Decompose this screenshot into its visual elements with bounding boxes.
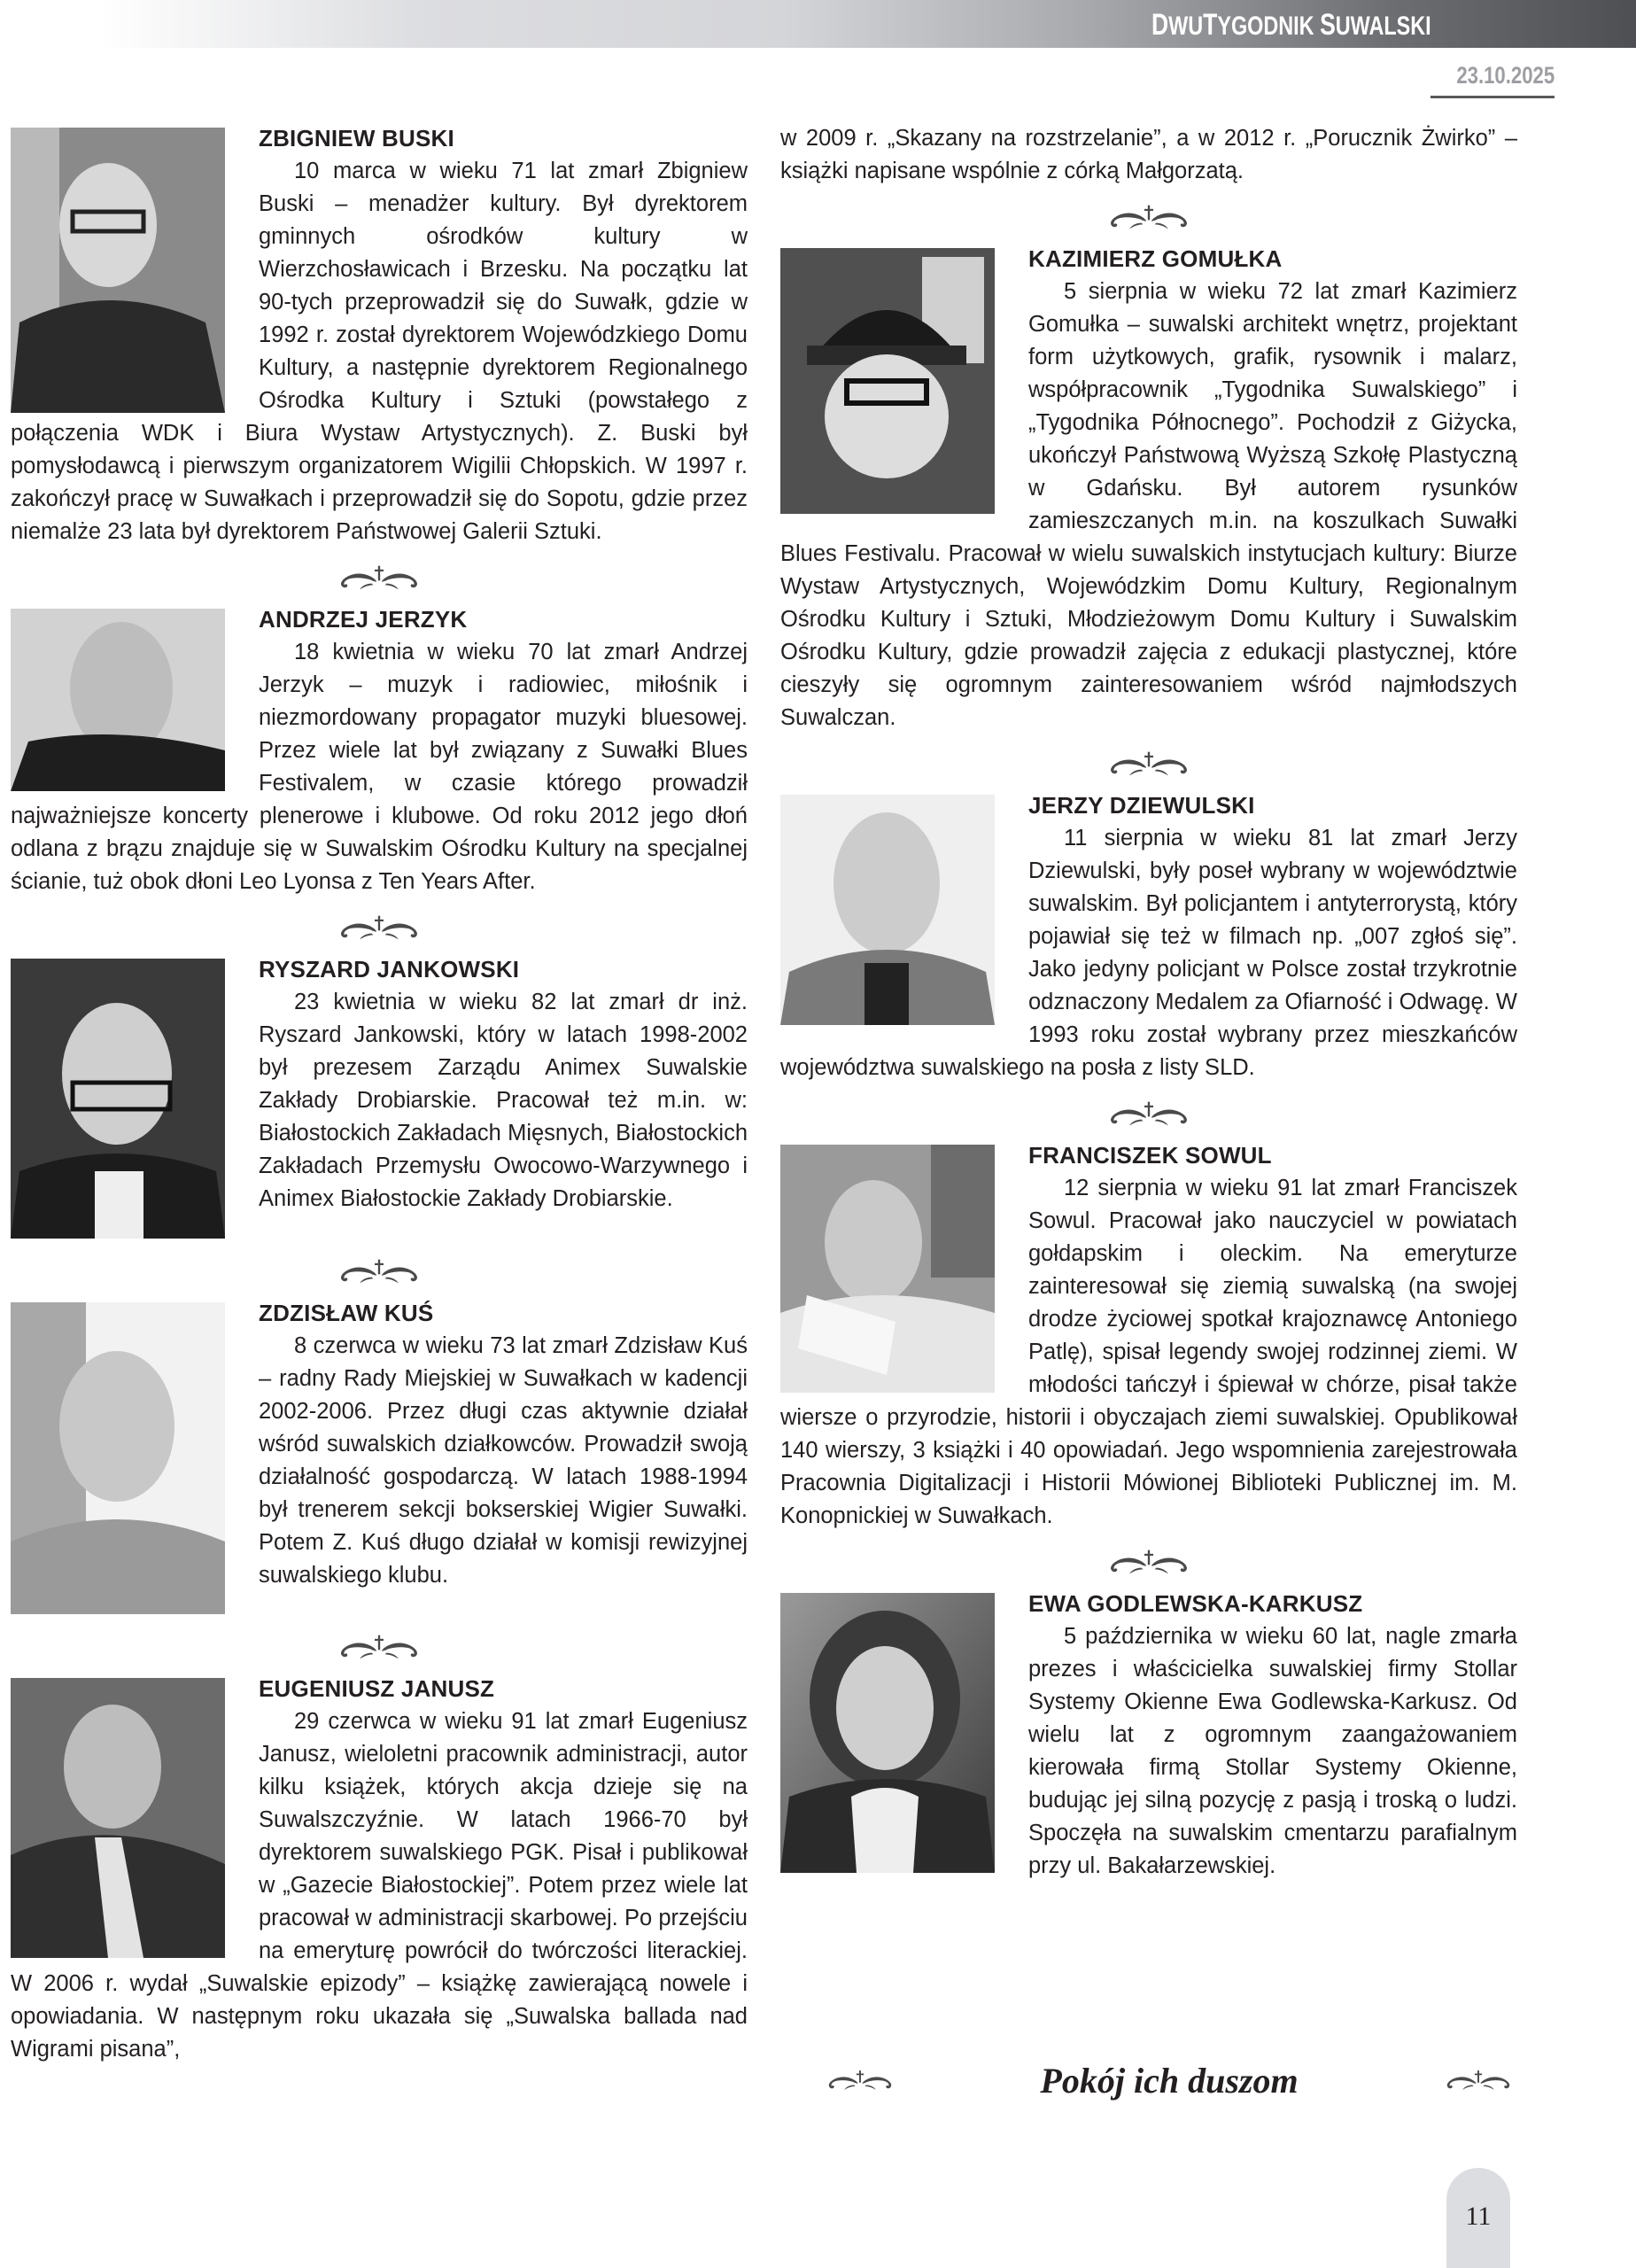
cross-flourish-icon <box>335 1258 423 1285</box>
obituary-name: RYSZARD JANKOWSKI <box>259 956 520 983</box>
cross-flourish-icon <box>1105 1549 1193 1575</box>
cross-flourish-icon <box>335 914 423 941</box>
cross-flourish-icon <box>824 2065 896 2095</box>
cross-flourish-icon <box>1105 750 1193 777</box>
obituary-jerzy-dziewulski <box>780 789 1517 1084</box>
obituary-franciszek-sowul <box>780 1139 1517 1533</box>
portrait-kazimierz-gomulka <box>780 248 995 514</box>
right-column <box>780 122 1517 1883</box>
obituary-zbigniew-buski <box>11 122 748 548</box>
portrait-franciszek-sowul <box>780 1145 995 1393</box>
issue-date: 23.10.2025 <box>1456 62 1555 89</box>
page-number-tab <box>1446 2168 1510 2268</box>
closing-text: Pokój ich duszom <box>1040 2060 1299 2101</box>
obituary-ryszard-jankowski <box>11 953 748 1242</box>
obituary-text: 8 czerwca w wieku 73 lat zmarł Zdzisław Kuś – radny Rady Miejskiej w Suwałkach w kadencji 2002-2006. Przez długi czas aktywnie działał wśród suwalskich działkowców. Prowadził swoją działalność gospodarczą. W latach 1988-1994 był trenerem sekcji bokserskiej Wigier Suwałki. Potem Z. Kuś długo działał w komisji rewizyjnej suwalskiego klubu. <box>259 1333 748 1588</box>
portrait-zdzislaw-kus <box>11 1302 225 1614</box>
obituary-name: ANDRZEJ JERZYK <box>259 606 468 633</box>
obituary-name: FRANCISZEK SOWUL <box>1028 1142 1272 1169</box>
cross-flourish-icon <box>1442 2065 1515 2095</box>
obituary-text: 10 marca w wieku 71 lat zmarł Zbigniew Buski – menadżer kultury. Był dyrektorem gminnych ośrodków kultury w Wierzchosławicach i Brzesku. Na początku lat 90-tych przeprowadził się do Suwałk, gdzie w 1992 r. został dyrektorem Wojewódzkiego Domu Kultury, a następnie dyrektorem Regionalnego Ośrodka Kultury i Sztuki (powstałego z połączenia WDK i Biura Wystaw Artystycznych). Z. Buski był pomysłodawcą i pierwszym organizatorem Wigilii Chłopskich. W 1997 r. zakończył pracę w Suwałkach i przeprowadził się do Sopotu, gdzie przez niemalże 23 lata był dyrektorem Państwowej Galerii Sztuki. <box>11 159 748 544</box>
portrait-ewa-godlewska-karkusz <box>780 1593 995 1873</box>
masthead-title: DWUTYGODNIK SUWALSKI <box>1151 8 1431 42</box>
obituary-name: EUGENIUSZ JANUSZ <box>259 1675 495 1702</box>
obituary-name: ZBIGNIEW BUSKI <box>259 125 454 151</box>
cross-flourish-icon <box>1105 1100 1193 1127</box>
obituary-text: 23 kwietnia w wieku 82 lat zmarł dr inż. Ryszard Jankowski, który w latach 1998-2002 był prezesem Zarządu Animex Suwalskie Zakłady Drobiarskie. Pracował też m.in. w: Białostockich Zakładach Mięsnych, Białostockich Zakładach Przemysłu Owocowo-Warzywnego i Animex Białostockie Zakłady Drobiarskie. <box>259 990 748 1211</box>
date-underline <box>1431 96 1555 98</box>
cross-flourish-icon <box>335 564 423 591</box>
obituary-zdzislaw-kus <box>11 1297 748 1618</box>
obituary-name: KAZIMIERZ GOMUŁKA <box>1028 245 1283 272</box>
left-column <box>11 122 748 2066</box>
obituary-andrzej-jerzyk <box>11 603 748 898</box>
portrait-zbigniew-buski <box>11 128 225 413</box>
page-number: 11 <box>1465 2202 1492 2231</box>
obituary-text: 11 sierpnia w wieku 81 lat zmarł Jerzy Dziewulski, były poseł wybrany w województwie suwalskim. Był policjantem i antyterrorystą, który pojawiał się też w filmach np. „007 zgłoś się”. Jako jedyny policjant w Polsce został trzykrotnie odznaczony Medalem za Ofiarność i Odwagę. W 1993 roku został wybrany przez mieszkańców województwa suwalskiego na posła z listy SLD. <box>780 826 1517 1080</box>
cross-flourish-icon <box>1105 204 1193 230</box>
obituary-eugeniusz-janusz <box>11 1673 748 2066</box>
obituary-ewa-godlewska-karkusz <box>780 1588 1517 1883</box>
portrait-eugeniusz-janusz <box>11 1678 225 1958</box>
obituary-name: ZDZISŁAW KUŚ <box>259 1300 434 1326</box>
portrait-andrzej-jerzyk <box>11 609 225 791</box>
continued-text: w 2009 r. „Skazany na rozstrzelanie”, a w 2012 r. „Porucznik Żwirko” – książki napisane wspólnie z córką Małgorzatą. <box>780 126 1517 183</box>
closing-line <box>824 2054 1515 2107</box>
obituary-kazimierz-gomulka <box>780 243 1517 734</box>
obituary-text: 18 kwietnia w wieku 70 lat zmarł Andrzej Jerzyk – muzyk i radiowiec, miłośnik i niezmordowany propagator muzyki bluesowej. Przez wiele lat był związany z Suwałki Blues Festivalem, w czasie którego prowadził najważniejsze koncerty plenerowe i klubowe. Od roku 2012 jego dłoń odlana z brązu znajduje się w Suwalskim Ośrodku Kultury na specjalnej ścianie, tuż obok dłoni Leo Lyonsa z Ten Years After. <box>11 640 748 894</box>
portrait-ryszard-jankowski <box>11 959 225 1239</box>
portrait-jerzy-dziewulski <box>780 795 995 1025</box>
obituary-text: 5 sierpnia w wieku 72 lat zmarł Kazimierz Gomułka – suwalski architekt wnętrz, projektant form użytkowych, grafik, rysownik i malarz, współpracownik „Tygodnika Suwalskiego” i „Tygodnika Północnego”. Pochodził z Giżycka, ukończył Państwową Wyższą Szkołę Plastyczną w Gdańsku. Był autorem rysunków zamieszczanych m.in. na koszulkach Suwałki Blues Festivalu. Pracował w wielu suwalskich instytucjach kultury: Biurze Wystaw Artystycznych, Wojewódzkim Domu Kultury, Regionalnym Ośrodku Kultury i Sztuki, Młodzieżowym Domu Kultury i Suwalskim Ośrodku Kultury, gdzie prowadził zajęcia z edukacji plastycznej, które cieszyły się ogromnym zainteresowaniem wśród najmłodszych Suwalczan. <box>780 279 1517 730</box>
cross-flourish-icon <box>335 1634 423 1660</box>
obituary-text: 12 sierpnia w wieku 91 lat zmarł Franciszek Sowul. Pracował jako nauczyciel w powiatach gołdapskim i oleckim. Na emeryturze zainteresował się ziemią suwalską (na swojej drodze życiowej spotkał krajoznawcę Antoniego Patlę), spisał legendy swojej rodzinnej ziemi. W młodości tańczył i śpiewał w chórze, pisał także wiersze o przyrodzie, historii i obyczajach ziemi suwalskiej. Opublikował 140 wierszy, 3 książki i 40 opowiadań. Jego wspomnienia zarejestrowała Pracownia Digitalizacji i Historii Mówionej Biblioteki Publicznej im. M. Konopnickiej w Suwałkach. <box>780 1176 1517 1528</box>
obituary-name: JERZY DZIEWULSKI <box>1028 792 1255 819</box>
obituary-text: 5 października w wieku 60 lat, nagle zmarła prezes i właścicielka suwalskiej firmy Stollar Systemy Okienne Ewa Godlewska-Karkusz. Od wielu lat z ogromnym zaangażowaniem kierowała firmą Stollar Systemy Okienne, budując jej silną pozycję z pasją i troską o ludzi. Spoczęła na suwalskim cmentarzu parafialnym przy ul. Bakałarzewskiej. <box>1028 1624 1517 1878</box>
obituary-text: 29 czerwca w wieku 91 lat zmarł Eugeniusz Janusz, wieloletni pracownik administracji, autor kilku książek, których akcja dzieje się na Suwalszczyźnie. W latach 1966-70 był dyrektorem suwalskiego PGK. Pisał i publikował w „Gazecie Białostockiej”. Potem przez wiele lat pracował w administracji skarbowej. Po przejściu na emeryturę powrócił do twórczości literackiej. W 2006 r. wydał „Suwalskie epizody” – książkę zawierającą nowele i opowiadania. W następnym roku ukazała się „Suwalska ballada nad Wigrami pisana”, <box>11 1709 748 2062</box>
obituary-name: EWA GODLEWSKA-KARKUSZ <box>1028 1590 1363 1617</box>
